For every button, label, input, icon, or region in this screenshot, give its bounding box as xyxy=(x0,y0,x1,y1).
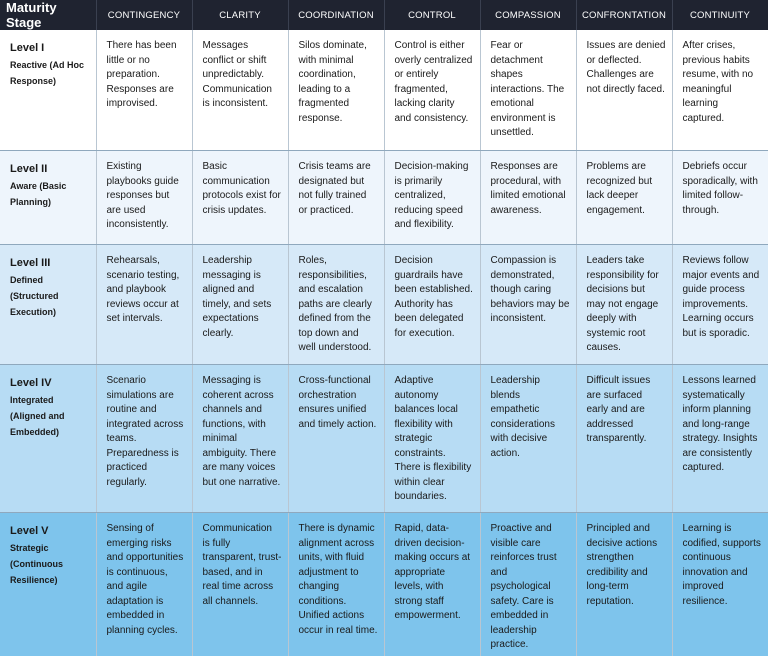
cell-continuity: Reviews follow major events and guide process improvements. Learning occurs but is sporadic. xyxy=(672,245,768,365)
level-row-3 xyxy=(0,245,768,365)
cell-compassion: Fear or detachment shapes interactions. The emotional environment is unsettled. xyxy=(480,30,576,151)
cell-control: Adaptive autonomy balances local flexibility with strategic constraints. There is flexibility within clear boundaries. xyxy=(384,365,480,513)
cell-compassion: Leadership blends empathetic considerations with decisive action. xyxy=(480,365,576,513)
cell-contingency: Scenario simulations are routine and integrated across teams. Preparedness is practiced regularly. xyxy=(96,365,192,513)
level-label-cell xyxy=(0,513,96,657)
level-name: Level III xyxy=(10,257,51,269)
cell-contingency: Sensing of emerging risks and opportunities is continuous, and agile adaptation is embedded in planning cycles. xyxy=(96,513,192,657)
column-header-clarity: CLARITY xyxy=(192,0,288,30)
level-label-cell xyxy=(0,30,96,151)
cell-contingency: Rehearsals, scenario testing, and playbook reviews occur at set intervals. xyxy=(96,245,192,365)
cell-continuity: Lessons learned systematically inform planning and long-range strategy. Insights are consistently captured. xyxy=(672,365,768,513)
cell-contingency: Existing playbooks guide responses but are used inconsistently. xyxy=(96,151,192,245)
cell-confrontation: Issues are denied or deflected. Challenges are not directly faced. xyxy=(576,30,672,151)
cell-clarity: Communication is fully transparent, trust-based, and in real time across all channels. xyxy=(192,513,288,657)
cell-clarity: Messaging is coherent across channels and functions, with minimal ambiguity. There are many voices but one narrative. xyxy=(192,365,288,513)
level-label-cell xyxy=(0,151,96,245)
cell-coordination: Roles, responsibilities, and escalation paths are clearly defined from the top down and well understood. xyxy=(288,245,384,365)
level-label-cell xyxy=(0,365,96,513)
cell-clarity: Leadership messaging is aligned and timely, and sets expectations clearly. xyxy=(192,245,288,365)
level-name: Level I xyxy=(10,42,45,54)
level-subtitle: Reactive (Ad Hoc Response) xyxy=(10,60,85,86)
cell-control: Decision-making is primarily centralized, reducing speed and flexibility. xyxy=(384,151,480,245)
cell-continuity: Learning is codified, supports continuous innovation and improved resilience. xyxy=(672,513,768,657)
cell-continuity: After crises, previous habits resume, with no meaningful learning captured. xyxy=(672,30,768,151)
column-header-compassion: COMPASSION xyxy=(480,0,576,30)
cell-confrontation: Principled and decisive actions strengthen credibility and long-term reputation. xyxy=(576,513,672,657)
cell-coordination: Silos dominate, with minimal coordination, leading to a fragmented response. xyxy=(288,30,384,151)
level-row-5 xyxy=(0,513,768,657)
column-header-confrontation: CONFRONTATION xyxy=(576,0,672,30)
level-row-1 xyxy=(0,30,768,151)
level-name: Level V xyxy=(10,525,49,537)
cell-control: Decision guardrails have been established. Authority has been delegated for execution. xyxy=(384,245,480,365)
cell-confrontation: Problems are recognized but lack deeper engagement. xyxy=(576,151,672,245)
cell-contingency: There has been little or no preparation. Responses are improvised. xyxy=(96,30,192,151)
column-header-contingency: CONTINGENCY xyxy=(96,0,192,30)
cell-clarity: Basic communication protocols exist for crisis updates. xyxy=(192,151,288,245)
level-subtitle: Strategic (Continuous Resilience) xyxy=(10,543,63,585)
level-row-2 xyxy=(0,151,768,245)
level-subtitle: Defined (Structured Execution) xyxy=(10,275,59,317)
column-header-control: CONTROL xyxy=(384,0,480,30)
level-row-4 xyxy=(0,365,768,513)
cell-coordination: Crisis teams are designated but not fully trained or practiced. xyxy=(288,151,384,245)
column-header-continuity: CONTINUITY xyxy=(672,0,768,30)
cell-compassion: Proactive and visible care reinforces trust and psychological safety. Care is embedded in leadership practice. xyxy=(480,513,576,657)
cell-continuity: Debriefs occur sporadically, with limited follow-through. xyxy=(672,151,768,245)
cell-control: Control is either overly centralized or entirely fragmented, lacking clarity and consistency. xyxy=(384,30,480,151)
cell-clarity: Messages conflict or shift unpredictably. Communication is inconsistent. xyxy=(192,30,288,151)
level-subtitle: Integrated (Aligned and Embedded) xyxy=(10,395,65,437)
cell-confrontation: Leaders take responsibility for decisions but may not engage deeply with systemic root causes. xyxy=(576,245,672,365)
header-row xyxy=(0,0,768,30)
level-name: Level IV xyxy=(10,377,52,389)
cell-coordination: There is dynamic alignment across units, with fluid adjustment to changing conditions. Unified actions occur in real time. xyxy=(288,513,384,657)
level-name: Level II xyxy=(10,163,48,175)
level-label-cell xyxy=(0,245,96,365)
column-header-coordination: COORDINATION xyxy=(288,0,384,30)
cell-confrontation: Difficult issues are surfaced early and are addressed transparently. xyxy=(576,365,672,513)
level-subtitle: Aware (Basic Planning) xyxy=(10,181,67,207)
cell-compassion: Responses are procedural, with limited emotional awareness. xyxy=(480,151,576,245)
cell-coordination: Cross-functional orchestration ensures unified and timely action. xyxy=(288,365,384,513)
cell-compassion: Compassion is demonstrated, though caring behaviors may be inconsistent. xyxy=(480,245,576,365)
maturity-stage-header: Maturity Stage xyxy=(0,0,96,30)
cell-control: Rapid, data-driven decision-making occurs at appropriate levels, with strong staff empowerment. xyxy=(384,513,480,657)
